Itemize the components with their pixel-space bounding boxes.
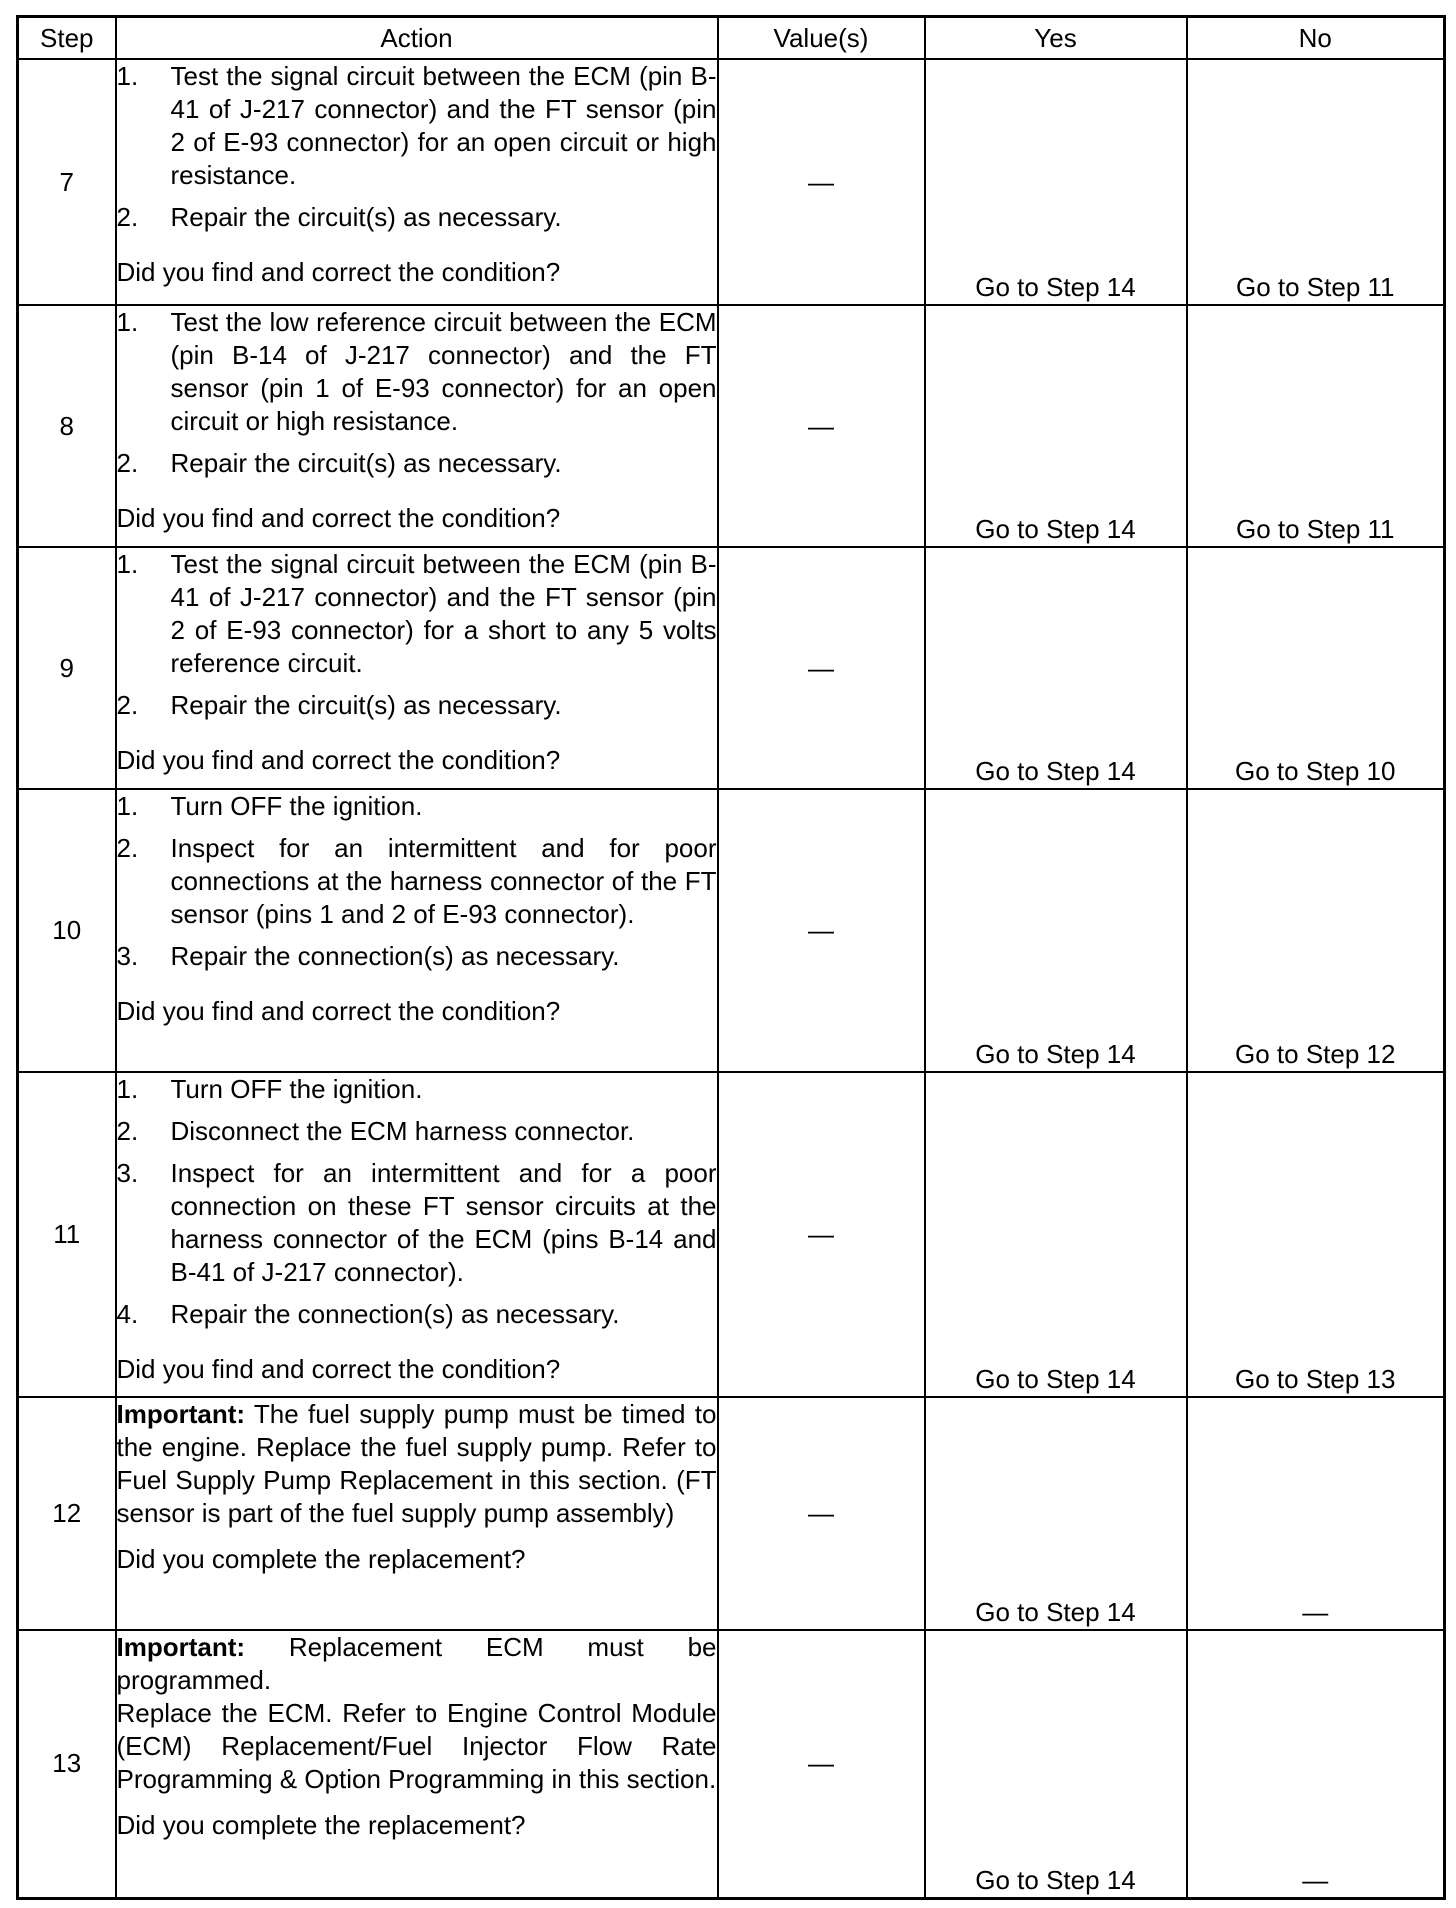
- item-text: Inspect for an intermittent and for a poor connection on these FT sensor circuits at the harness connector of the ECM (pins B-14 and B-41 of J-217 connector).: [170, 1158, 717, 1287]
- header-values: Value(s): [718, 17, 925, 60]
- step-number: 12: [18, 1397, 116, 1630]
- action-item: [117, 1073, 717, 1106]
- important-text: Replacement ECM must be programmed.: [116, 1632, 717, 1695]
- item-text: Repair the connection(s) as necessary.: [170, 1299, 620, 1329]
- action-item: [117, 447, 717, 480]
- table-row: [18, 1072, 1445, 1397]
- item-number: 4.: [116, 1299, 139, 1329]
- important-label: Important:: [116, 1632, 246, 1662]
- no-cell: Go to Step 13: [1187, 1072, 1445, 1397]
- no-cell: —: [1187, 1397, 1445, 1630]
- yes-cell: Go to Step 14: [925, 1630, 1187, 1898]
- yes-cell: Go to Step 14: [925, 59, 1187, 305]
- item-number: 1.: [116, 549, 139, 579]
- item-text: Repair the circuit(s) as necessary.: [170, 690, 562, 720]
- item-number: 1.: [116, 791, 139, 821]
- yes-cell: Go to Step 14: [925, 305, 1187, 547]
- item-text: Test the low reference circuit between the ECM (pin B-14 of J-217 connector) and the FT sensor (pin 1 of E-93 connector) for an open circuit or high resistance.: [170, 307, 717, 436]
- question-text: Did you complete the replacement?: [116, 1544, 526, 1574]
- table-row: [18, 547, 1445, 789]
- action-item: [117, 306, 717, 438]
- item-number: 1.: [116, 61, 139, 91]
- value-cell: —: [718, 1630, 925, 1898]
- item-text: Repair the connection(s) as necessary.: [170, 941, 620, 971]
- yes-cell: Go to Step 14: [925, 1397, 1187, 1630]
- action-item: [117, 548, 717, 680]
- item-text: Turn OFF the ignition.: [170, 791, 423, 821]
- action-item: [117, 689, 717, 722]
- question-text: Did you find and correct the condition?: [116, 745, 561, 775]
- no-cell: —: [1187, 1630, 1445, 1898]
- table-row: [18, 1630, 1445, 1898]
- item-number: 3.: [116, 1158, 139, 1188]
- action-paragraph: Replace the ECM. Refer to Engine Control Module (ECM) Replacement/Fuel Injector Flow Rate Programming & Option Programming in this section.: [116, 1698, 717, 1794]
- important-note: [117, 1398, 717, 1530]
- no-cell: Go to Step 11: [1187, 59, 1445, 305]
- question-text: Did you find and correct the condition?: [116, 503, 561, 533]
- no-cell: Go to Step 10: [1187, 547, 1445, 789]
- yes-cell: Go to Step 14: [925, 547, 1187, 789]
- item-number: 2.: [116, 690, 139, 720]
- important-text: The fuel supply pump must be timed to the engine. Replace the fuel supply pump. Refer to Fuel Supply Pump Replacement in this section. (FT sensor is part of the fuel supply pump assembly): [116, 1399, 717, 1528]
- item-text: Turn OFF the ignition.: [170, 1074, 423, 1104]
- action-item: [117, 1157, 717, 1289]
- no-cell: Go to Step 12: [1187, 789, 1445, 1072]
- header-action: Action: [116, 17, 718, 60]
- yes-cell: Go to Step 14: [925, 789, 1187, 1072]
- action-cell: [116, 1630, 718, 1898]
- action-item: [117, 60, 717, 192]
- table-row: [18, 1397, 1445, 1630]
- item-text: Repair the circuit(s) as necessary.: [170, 202, 562, 232]
- item-text: Disconnect the ECM harness connector.: [170, 1116, 635, 1146]
- item-number: 2.: [116, 833, 139, 863]
- question-text: Did you find and correct the condition?: [116, 996, 561, 1026]
- table-row: [18, 59, 1445, 305]
- yes-cell: Go to Step 14: [925, 1072, 1187, 1397]
- step-number: 9: [18, 547, 116, 789]
- step-number: 13: [18, 1630, 116, 1898]
- value-cell: —: [718, 789, 925, 1072]
- item-text: Repair the circuit(s) as necessary.: [170, 448, 562, 478]
- value-cell: —: [718, 1072, 925, 1397]
- action-cell: [116, 305, 718, 547]
- item-text: Inspect for an intermittent and for poor connections at the harness connector of the FT sensor (pins 1 and 2 of E-93 connector).: [170, 833, 717, 929]
- question-text: Did you complete the replacement?: [116, 1810, 526, 1840]
- item-text: Test the signal circuit between the ECM (pin B-41 of J-217 connector) and the FT sensor (pin 2 of E-93 connector) for an open circuit or high resistance.: [170, 61, 717, 190]
- question-text: Did you find and correct the condition?: [116, 1354, 561, 1384]
- header-step: Step: [18, 17, 116, 60]
- item-number: 1.: [116, 1074, 139, 1104]
- action-item: [117, 790, 717, 823]
- action-cell: [116, 547, 718, 789]
- action-item: [117, 201, 717, 234]
- action-item: [117, 832, 717, 931]
- important-label: Important:: [116, 1399, 246, 1429]
- question-text: Did you find and correct the condition?: [116, 257, 561, 287]
- step-number: 7: [18, 59, 116, 305]
- action-item: [117, 1115, 717, 1148]
- table-row: [18, 305, 1445, 547]
- step-number: 8: [18, 305, 116, 547]
- item-text: Test the signal circuit between the ECM (pin B-41 of J-217 connector) and the FT sensor (pin 2 of E-93 connector) for a short to any 5 volts reference circuit.: [170, 549, 717, 678]
- header-yes: Yes: [925, 17, 1187, 60]
- no-cell: Go to Step 11: [1187, 305, 1445, 547]
- step-number: 10: [18, 789, 116, 1072]
- step-number: 11: [18, 1072, 116, 1397]
- value-cell: —: [718, 305, 925, 547]
- item-number: 2.: [116, 448, 139, 478]
- action-cell: [116, 59, 718, 305]
- action-item: [117, 940, 717, 973]
- action-cell: [116, 1072, 718, 1397]
- value-cell: —: [718, 59, 925, 305]
- important-note: [117, 1631, 717, 1697]
- header-no: No: [1187, 17, 1445, 60]
- action-cell: [116, 1397, 718, 1630]
- table-row: [18, 789, 1445, 1072]
- item-number: 1.: [116, 307, 139, 337]
- diagnostic-table: [16, 15, 1446, 1900]
- value-cell: —: [718, 1397, 925, 1630]
- action-item: [117, 1298, 717, 1331]
- item-number: 3.: [116, 941, 139, 971]
- item-number: 2.: [116, 1116, 139, 1146]
- action-cell: [116, 789, 718, 1072]
- value-cell: —: [718, 547, 925, 789]
- item-number: 2.: [116, 202, 139, 232]
- header-row: [18, 17, 1445, 60]
